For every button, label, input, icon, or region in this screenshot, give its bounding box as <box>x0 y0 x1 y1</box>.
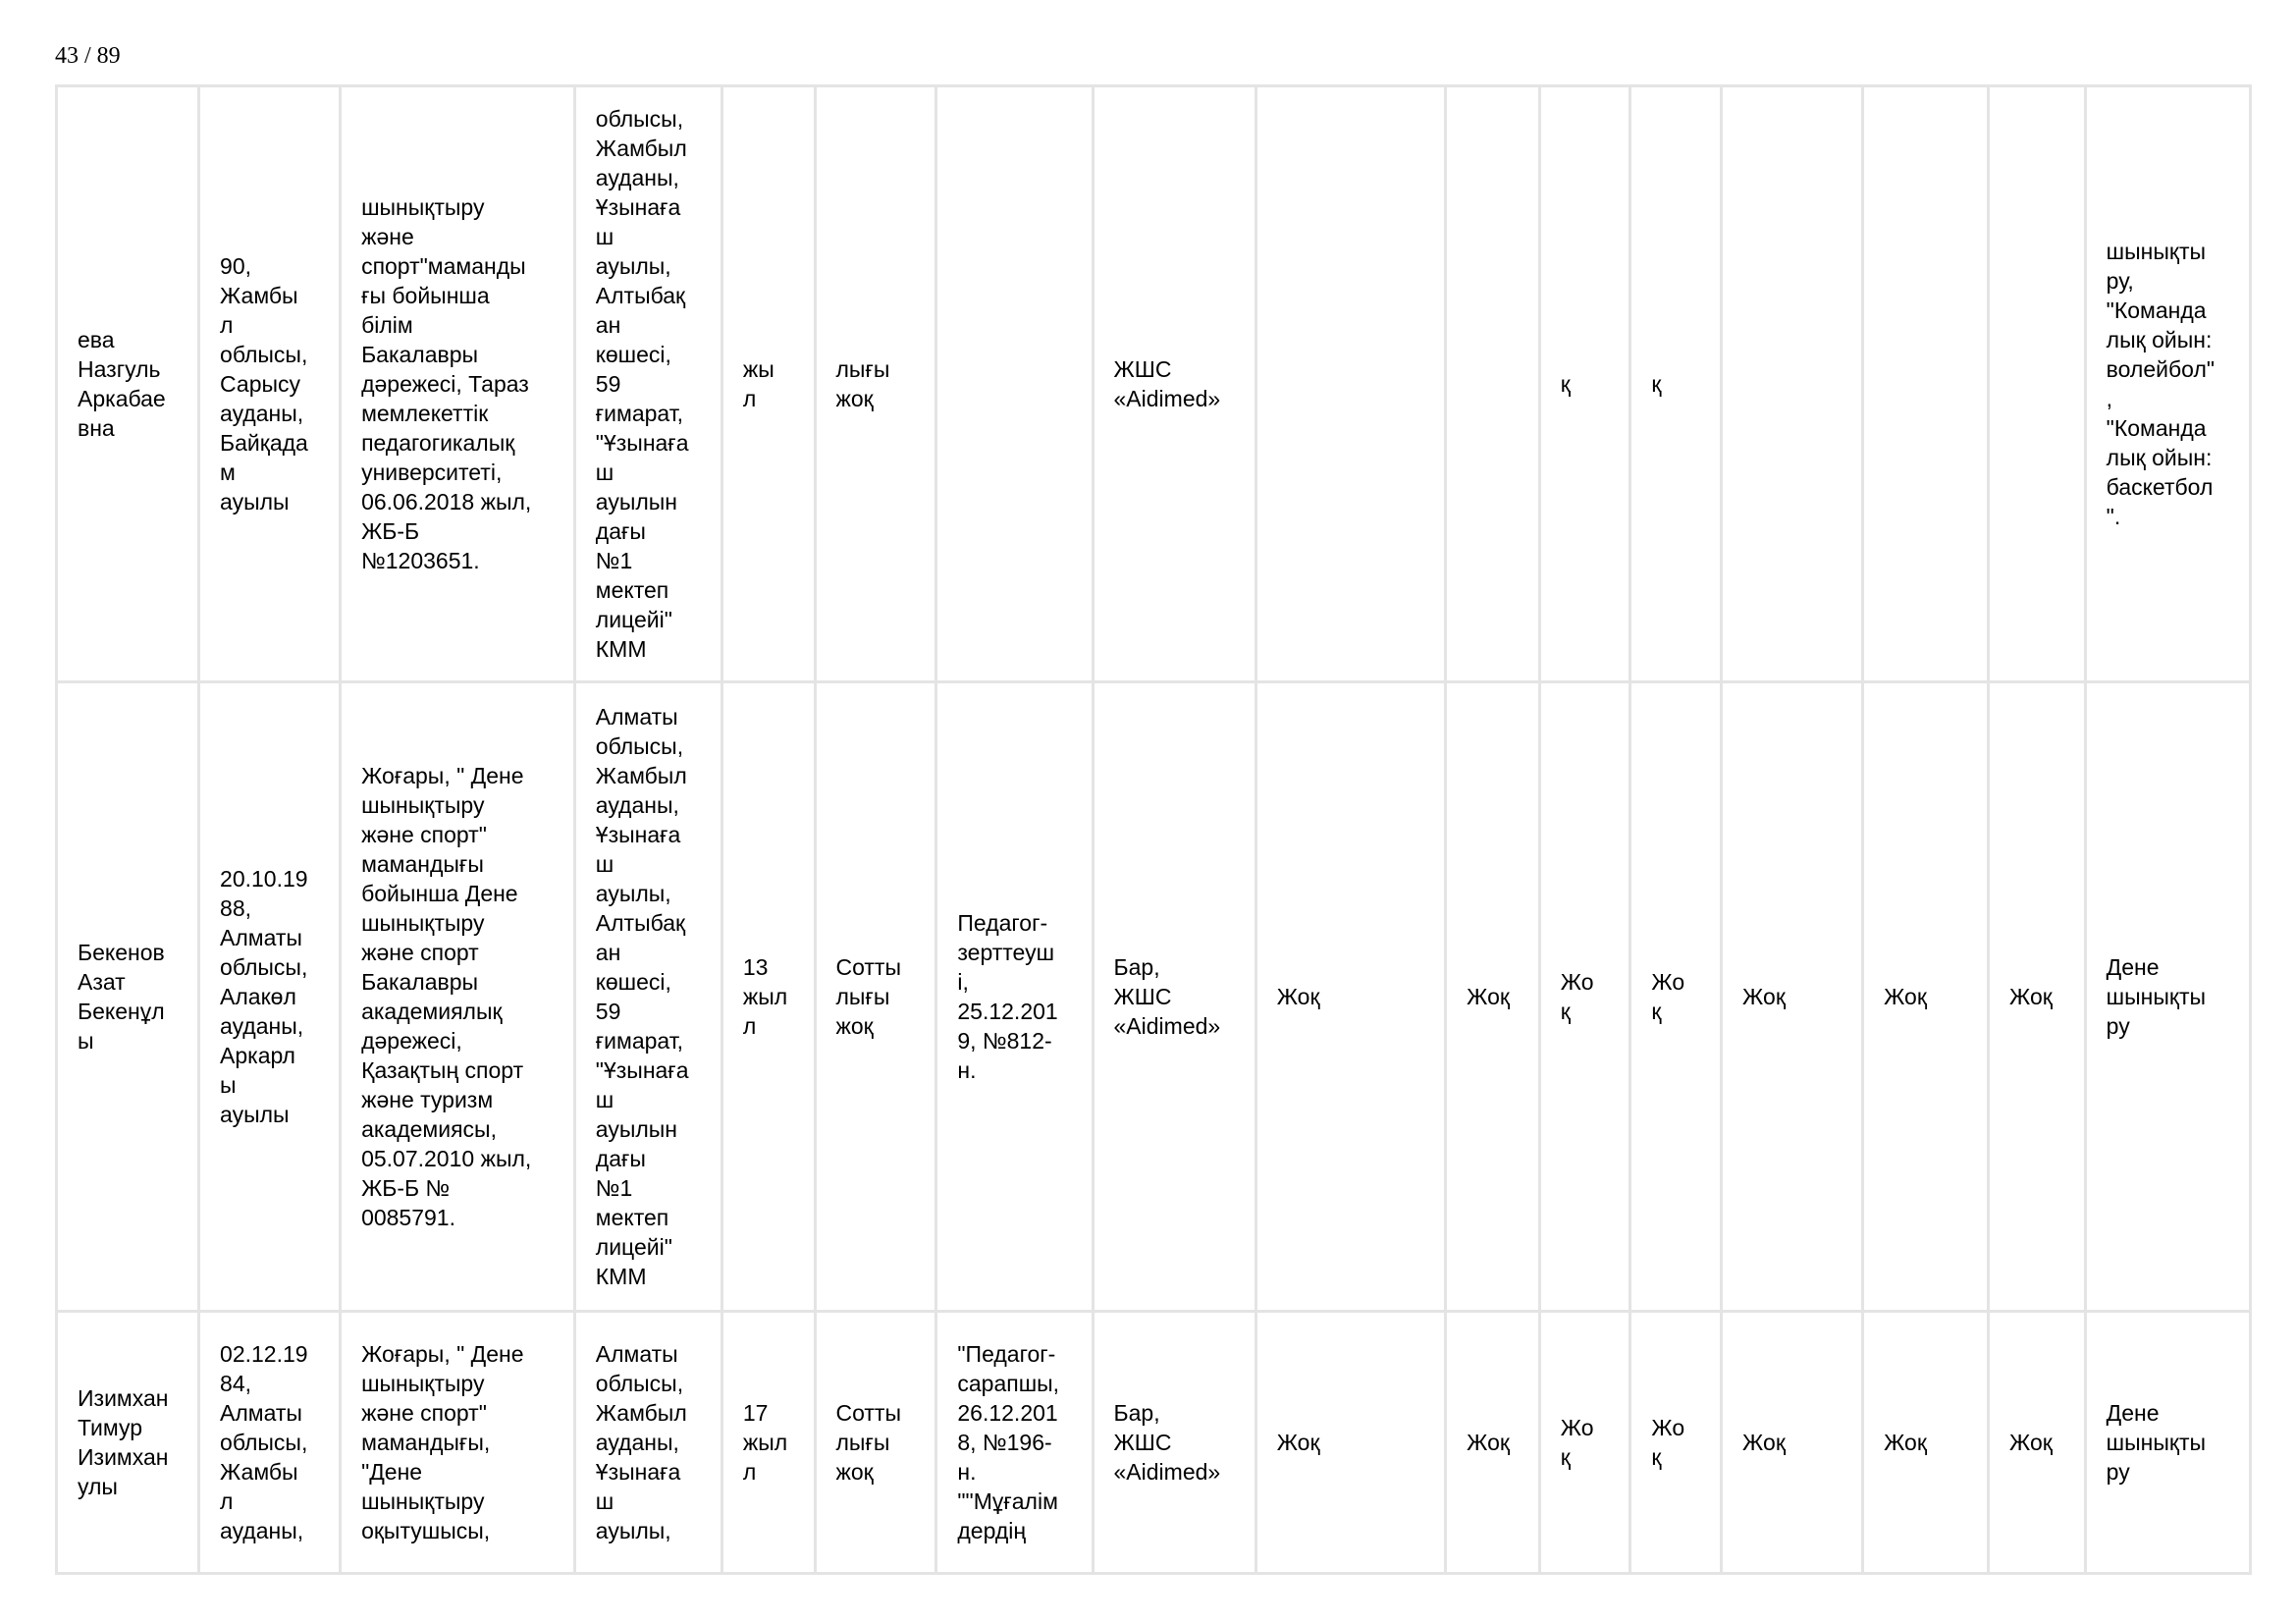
cell-experience: 17 жыл л <box>723 1313 814 1572</box>
table-row <box>58 1313 2249 1572</box>
cell-workplace: Алматы облысы, Жамбыл ауданы, Ұзынаға ш ауылы, <box>576 1313 721 1572</box>
cell-col15 <box>1990 87 2084 680</box>
cell-birth: 90, Жамбы л облысы, Сарысу ауданы, Байқада м ауылы <box>200 87 339 680</box>
cell-experience: 13 жыл л <box>723 683 814 1310</box>
cell-education: Жоғары, " Дене шынықтыру және спорт" мамандығы бойынша Дене шынықтыру және спорт Бакалавры академиялық дәрежесі, Қазақтың спорт және туризм академиясы, 05.07.2010 жыл, ЖБ-Б № 0085791. <box>342 683 573 1310</box>
cell-workplace: Алматы облысы, Жамбыл ауданы, Ұзынаға ш ауылы, Алтыбақ ан көшесі, 59 ғимарат, "Ұзынаға ш ауылын дағы №1 мектеп лицейі" КММ <box>576 683 721 1310</box>
cell-col11: қ <box>1541 87 1629 680</box>
cell-col12: қ <box>1631 87 1720 680</box>
cell-subject: шынықты ру, "Команда лық ойын: волейбол" , "Команда лық ойын: баскетбол ". <box>2087 87 2249 680</box>
cell-certificate: Бар, ЖШС «Aidimed» <box>1095 683 1255 1310</box>
cell-col15: Жоқ <box>1990 1313 2084 1572</box>
cell-col14 <box>1864 87 1987 680</box>
cell-birth: 20.10.19 88, Алматы облысы, Алакөл ауданы, Аркарл ы ауылы <box>200 683 339 1310</box>
cell-col9: Жоқ <box>1257 1313 1444 1572</box>
cell-col13: Жоқ <box>1723 683 1861 1310</box>
cell-col13: Жоқ <box>1723 1313 1861 1572</box>
candidates-table <box>55 84 2252 1575</box>
cell-certificate: ЖШС «Aidimed» <box>1095 87 1255 680</box>
cell-col15: Жоқ <box>1990 683 2084 1310</box>
cell-col10: Жоқ <box>1447 683 1538 1310</box>
cell-subject: Дене шынықты ру <box>2087 683 2249 1310</box>
cell-col13 <box>1723 87 1861 680</box>
cell-education: Жоғары, " Дене шынықтыру және спорт" мамандығы, "Дене шынықтыру оқытушысы, <box>342 1313 573 1572</box>
cell-col11: Жо қ <box>1541 683 1629 1310</box>
cell-col14: Жоқ <box>1864 683 1987 1310</box>
cell-name: Бекенов Азат Бекенұл ы <box>58 683 197 1310</box>
cell-col9 <box>1257 87 1444 680</box>
table-row <box>58 683 2249 1310</box>
cell-category: "Педагог- сарапшы, 26.12.201 8, №196- н. ""Мұғалім дердің <box>937 1313 1091 1572</box>
cell-col12: Жо қ <box>1631 1313 1720 1572</box>
cell-conviction: Сотты лығы жоқ <box>817 1313 935 1572</box>
table-row <box>58 87 2249 680</box>
cell-category <box>937 87 1091 680</box>
cell-col14: Жоқ <box>1864 1313 1987 1572</box>
cell-col9: Жоқ <box>1257 683 1444 1310</box>
cell-col10 <box>1447 87 1538 680</box>
page-number: 43 / 89 <box>55 43 121 69</box>
cell-conviction: Сотты лығы жоқ <box>817 683 935 1310</box>
cell-col10: Жоқ <box>1447 1313 1538 1572</box>
cell-name: ева Назгуль Аркабае вна <box>58 87 197 680</box>
cell-workplace: облысы, Жамбыл ауданы, Ұзынаға ш ауылы, Алтыбақ ан көшесі, 59 ғимарат, "Ұзынаға ш ауылын дағы №1 мектеп лицейі" КММ <box>576 87 721 680</box>
cell-col12: Жо қ <box>1631 683 1720 1310</box>
cell-subject: Дене шынықты ру <box>2087 1313 2249 1572</box>
cell-certificate: Бар, ЖШС «Aidimed» <box>1095 1313 1255 1572</box>
cell-experience: жы л <box>723 87 814 680</box>
cell-conviction: лығы жоқ <box>817 87 935 680</box>
cell-birth: 02.12.19 84, Алматы облысы, Жамбы л ауданы, <box>200 1313 339 1572</box>
cell-name: Изимхан Тимур Изимхан улы <box>58 1313 197 1572</box>
cell-col11: Жо қ <box>1541 1313 1629 1572</box>
cell-education: шынықтыру және спорт"маманды ғы бойынша білім Бакалавры дәрежесі, Тараз мемлекеттік педагогикалық университеті, 06.06.2018 жыл, ЖБ-Б №1203651. <box>342 87 573 680</box>
cell-category: Педагог- зерттеуш і, 25.12.201 9, №812- н. <box>937 683 1091 1310</box>
